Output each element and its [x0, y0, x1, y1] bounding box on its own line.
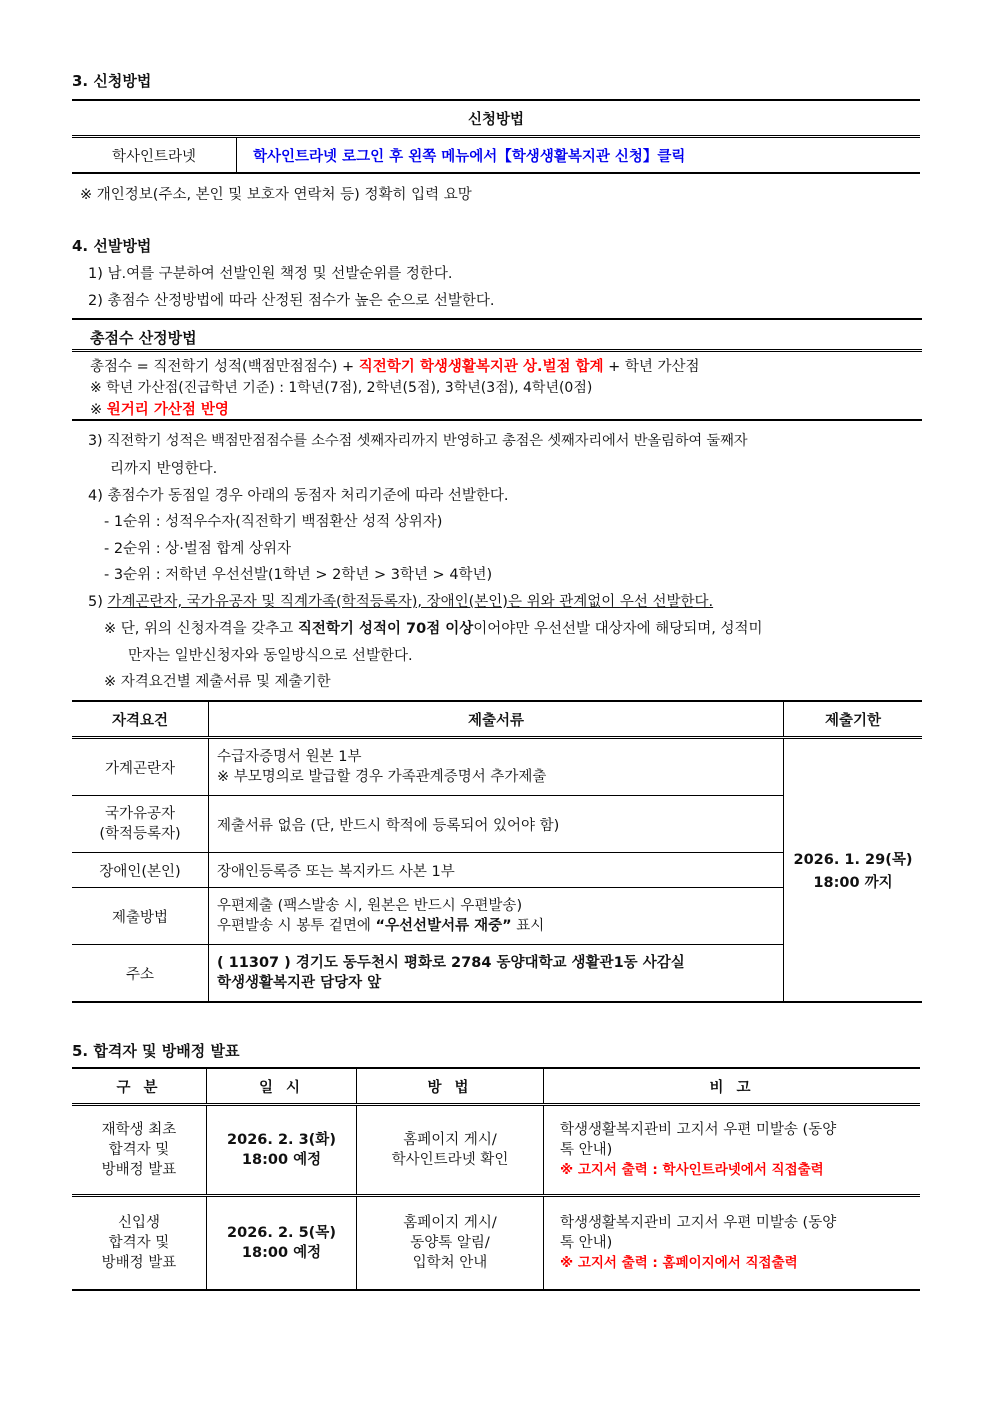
docs-header-qualification: 자격요건 [72, 701, 209, 738]
tiebreak-3: - 3순위 : 저학년 우선선발(1학년 > 2학년 > 3학년 > 4학년) [104, 567, 493, 583]
doc-line: 수급자증명서 원본 1부 [217, 749, 362, 765]
remark-line: 학생생활복지관비 고지서 우편 미발송 (동양 [560, 1122, 837, 1138]
formula-prefix: 총점수 = 직전학기 성적(백점만점점수) + [90, 359, 359, 375]
category-line: 재학생 최초 [101, 1122, 177, 1138]
score-formula [90, 355, 700, 376]
item5-underlined: 가계곤란자, 국가유공자 및 직계가족(학적등록자), 장애인(본인)은 위와 관계없이 우선 선발한다. [107, 594, 714, 610]
note1-prefix: ※ 단, 위의 신청자격을 갖추고 [104, 621, 298, 637]
ann-row-2-datetime [207, 1196, 357, 1291]
ann-row-2-category [72, 1196, 207, 1291]
intranet-label: 학사인트라넷 [72, 137, 237, 174]
ann-row-1-method [357, 1105, 544, 1196]
datetime-line: 2026. 2. 5(목) [227, 1225, 336, 1241]
selection-item-3-line2: 리까지 반영한다. [110, 461, 218, 477]
ann-row-1-remark [544, 1105, 921, 1196]
section-3-title: 3. 신청방법 [72, 72, 152, 90]
method-line-2-suffix: 표시 [511, 918, 545, 934]
formula-red: 직전학기 학생생활복지관 상.벌점 합계 [358, 359, 604, 375]
priority-note-line2: 만자는 일반신청자와 동일방식으로 선발한다. [128, 648, 413, 664]
method-line-2-bold: “우선선발서류 재중” [375, 918, 512, 934]
ann-header-method: 방 법 [357, 1068, 544, 1105]
selection-item-5 [88, 590, 713, 611]
category-line: 합격자 및 [108, 1235, 170, 1251]
personal-info-note: ※ 개인정보(주소, 본인 및 보호자 연락처 등) 정확히 입력 요망 [80, 187, 472, 203]
method-line: 입학처 안내 [412, 1255, 488, 1271]
item5-prefix: 5) [88, 594, 108, 610]
score-box-bottom-rule [72, 419, 922, 421]
remark-red-note: ※ 고지서 출력 : 학사인트라넷에서 직접출력 [560, 1162, 824, 1178]
docs-row-label-address: 주소 [72, 945, 209, 1003]
selection-item-2: 2) 총점수 산정방법에 따라 산정된 점수가 높은 순으로 선발한다. [88, 293, 495, 309]
ann-row-1-datetime [207, 1105, 357, 1196]
docs-row-docs-disabled: 장애인등록증 또는 복지카드 사본 1부 [209, 853, 784, 888]
application-method-header: 신청방법 [72, 100, 920, 137]
docs-row-label-disabled: 장애인(본인) [72, 853, 209, 888]
intranet-instruction: 학사인트라넷 로그인 후 왼쪽 메뉴에서【학생생활복지관 신청】클릭 [237, 137, 921, 174]
note1-bold: 직전학기 성적이 70점 이상 [297, 621, 474, 637]
ann-row-2-remark [544, 1196, 921, 1291]
section-5-title: 5. 합격자 및 방배정 발표 [72, 1042, 240, 1060]
datetime-line: 2026. 2. 3(화) [227, 1132, 336, 1148]
method-line-2 [217, 916, 775, 936]
address-line-2: 학생생활복지관 담당자 앞 [217, 975, 382, 991]
remark-line: 톡 안내) [560, 1235, 613, 1251]
announcement-table [72, 1067, 920, 1291]
docs-row-docs-low-income [209, 738, 784, 796]
ann-row-1-category [72, 1105, 207, 1196]
label-line: 국가유공자 [104, 806, 176, 822]
docs-row-label-low-income: 가계곤란자 [104, 760, 176, 777]
distance-red: 원거리 가산점 반영 [106, 402, 229, 418]
documents-note: ※ 자격요건별 제출서류 및 제출기한 [104, 674, 331, 690]
docs-row-docs-veteran: 제출서류 없음 (단, 반드시 학적에 등록되어 있어야 함) [209, 796, 784, 853]
method-line: 홈페이지 게시/ [403, 1132, 497, 1148]
score-box-title: 총점수 산정방법 [90, 329, 197, 347]
address-line-1: ( 11307 ) 경기도 동두천시 평화로 2784 동양대학교 생활관1동 사감실 [217, 955, 685, 971]
method-line: 홈페이지 게시/ [403, 1215, 497, 1231]
distance-bonus-note [90, 398, 229, 419]
docs-row-address [209, 945, 784, 1003]
tiebreak-1: - 1순위 : 성적우수자(직전학기 백점환산 성적 상위자) [104, 514, 443, 530]
grade-bonus-note: ※ 학년 가산점(진급학년 기준) : 1학년(7점), 2학년(5점), 3학년(3점), 4학년(0점) [90, 380, 593, 396]
docs-header-documents: 제출서류 [209, 701, 784, 738]
docs-row-label-veteran [72, 796, 209, 853]
documents-table [72, 700, 922, 1003]
ann-header-remark: 비 고 [544, 1068, 921, 1105]
score-box-top-rule [72, 318, 922, 320]
datetime-line: 18:00 예정 [241, 1245, 322, 1261]
category-line: 방배정 발표 [101, 1255, 177, 1271]
selection-item-1: 1) 남.여를 구분하여 선발인원 책정 및 선발순위를 정한다. [88, 266, 453, 282]
deadline-time: 18:00 까지 [813, 875, 893, 891]
ann-row-2-method [357, 1196, 544, 1291]
remark-line: 학생생활복지관비 고지서 우편 미발송 (동양 [560, 1215, 837, 1231]
selection-item-3-line1: 3) 직전학기 성적은 백점만점점수를 소수점 셋째자리까지 반영하고 총점은 셋째자리에서 반올림하여 둘째자 [88, 433, 748, 449]
ann-header-datetime: 일 시 [207, 1068, 357, 1105]
method-line-1: 우편제출 (팩스발송 시, 원본은 반드시 우편발송) [217, 898, 523, 914]
priority-note-line1 [104, 617, 762, 638]
method-line-2-prefix: 우편발송 시 봉투 겉면에 [217, 918, 376, 934]
docs-deadline [784, 738, 923, 1003]
method-line: 학사인트라넷 확인 [391, 1152, 509, 1168]
selection-item-4: 4) 총점수가 동점일 경우 아래의 동점자 처리기준에 따라 선발한다. [88, 488, 509, 504]
label-line: (학적등록자) [99, 826, 181, 842]
docs-header-deadline: 제출기한 [784, 701, 923, 738]
section-4-title: 4. 선발방법 [72, 237, 152, 255]
deadline-date: 2026. 1. 29(목) [793, 852, 913, 868]
datetime-line: 18:00 예정 [241, 1152, 322, 1168]
docs-row-label-method: 제출방법 [72, 888, 209, 945]
method-line: 동양톡 알림/ [410, 1235, 490, 1251]
category-line: 합격자 및 [108, 1142, 170, 1158]
score-box-double-rule [72, 349, 922, 352]
docs-row-docs-method [209, 888, 784, 945]
category-line: 방배정 발표 [101, 1162, 177, 1178]
formula-suffix: + 학년 가산점 [603, 359, 700, 375]
note1-suffix: 이어야만 우선선발 대상자에 해당되며, 성적미 [473, 621, 763, 637]
distance-prefix: ※ [90, 402, 107, 418]
tiebreak-2: - 2순위 : 상·벌점 합계 상위자 [104, 541, 292, 557]
remark-red-note: ※ 고지서 출력 : 홈페이지에서 직접출력 [560, 1255, 798, 1271]
application-method-table [72, 99, 920, 174]
ann-header-category: 구 분 [72, 1068, 207, 1105]
doc-line: ※ 부모명의로 발급할 경우 가족관계증명서 추가제출 [217, 769, 547, 785]
category-line: 신입생 [117, 1215, 161, 1231]
remark-line: 톡 안내) [560, 1142, 613, 1158]
